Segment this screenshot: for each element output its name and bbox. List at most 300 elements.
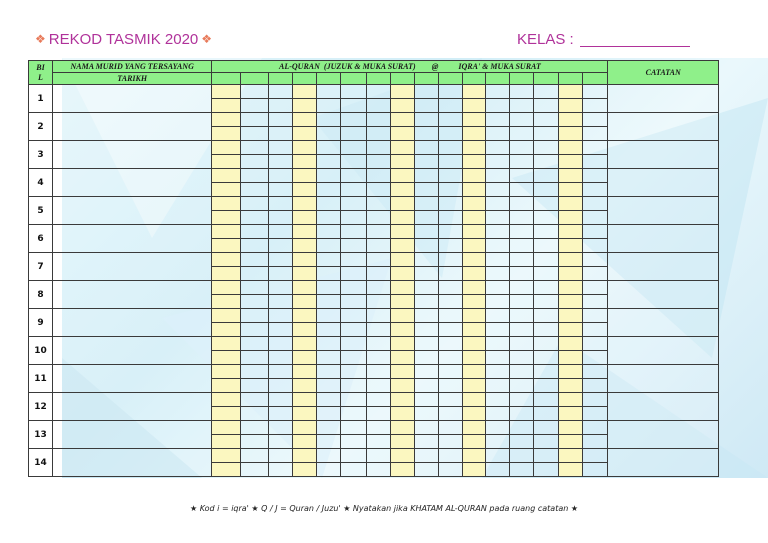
entry-cell[interactable] [292, 365, 316, 379]
entry-cell[interactable] [462, 183, 486, 197]
entry-cell[interactable] [340, 407, 366, 421]
entry-cell[interactable] [559, 267, 583, 281]
entry-cell[interactable] [268, 183, 292, 197]
entry-cell[interactable] [366, 253, 390, 267]
entry-cell[interactable] [414, 323, 438, 337]
entry-cell[interactable] [390, 351, 414, 365]
entry-cell[interactable] [583, 407, 608, 421]
entry-cell[interactable] [534, 309, 559, 323]
entry-cell[interactable] [390, 127, 414, 141]
entry-cell[interactable] [292, 169, 316, 183]
entry-cell[interactable] [414, 197, 438, 211]
entry-cell[interactable] [340, 393, 366, 407]
entry-cell[interactable] [366, 281, 390, 295]
entry-cell[interactable] [438, 351, 462, 365]
entry-cell[interactable] [240, 281, 268, 295]
entry-cell[interactable] [268, 225, 292, 239]
entry-cell[interactable] [212, 309, 240, 323]
entry-cell[interactable] [316, 463, 340, 477]
entry-cell[interactable] [438, 239, 462, 253]
entry-cell[interactable] [438, 183, 462, 197]
entry-cell[interactable] [462, 155, 486, 169]
entry-cell[interactable] [534, 141, 559, 155]
entry-cell[interactable] [212, 407, 240, 421]
entry-cell[interactable] [240, 113, 268, 127]
entry-cell[interactable] [212, 127, 240, 141]
entry-cell[interactable] [486, 323, 510, 337]
entry-cell[interactable] [462, 323, 486, 337]
entry-cell[interactable] [316, 197, 340, 211]
entry-cell[interactable] [414, 99, 438, 113]
entry-cell[interactable] [583, 463, 608, 477]
student-name-cell[interactable] [52, 225, 211, 253]
entry-cell[interactable] [366, 155, 390, 169]
date-cell[interactable] [510, 73, 534, 85]
entry-cell[interactable] [240, 337, 268, 351]
entry-cell[interactable] [583, 239, 608, 253]
entry-cell[interactable] [268, 211, 292, 225]
entry-cell[interactable] [240, 127, 268, 141]
entry-cell[interactable] [212, 253, 240, 267]
student-name-cell[interactable] [52, 393, 211, 421]
entry-cell[interactable] [583, 295, 608, 309]
entry-cell[interactable] [292, 267, 316, 281]
entry-cell[interactable] [438, 407, 462, 421]
entry-cell[interactable] [240, 225, 268, 239]
entry-cell[interactable] [316, 225, 340, 239]
student-name-cell[interactable] [52, 169, 211, 197]
entry-cell[interactable] [559, 281, 583, 295]
entry-cell[interactable] [559, 113, 583, 127]
entry-cell[interactable] [510, 393, 534, 407]
entry-cell[interactable] [212, 169, 240, 183]
entry-cell[interactable] [390, 337, 414, 351]
entry-cell[interactable] [366, 365, 390, 379]
entry-cell[interactable] [414, 127, 438, 141]
entry-cell[interactable] [212, 323, 240, 337]
entry-cell[interactable] [316, 211, 340, 225]
entry-cell[interactable] [486, 309, 510, 323]
entry-cell[interactable] [559, 295, 583, 309]
entry-cell[interactable] [212, 197, 240, 211]
entry-cell[interactable] [316, 379, 340, 393]
entry-cell[interactable] [390, 99, 414, 113]
entry-cell[interactable] [240, 379, 268, 393]
entry-cell[interactable] [316, 421, 340, 435]
entry-cell[interactable] [240, 155, 268, 169]
student-name-cell[interactable] [52, 309, 211, 337]
entry-cell[interactable] [486, 281, 510, 295]
entry-cell[interactable] [316, 351, 340, 365]
catatan-cell[interactable] [608, 253, 719, 281]
entry-cell[interactable] [583, 435, 608, 449]
catatan-cell[interactable] [608, 169, 719, 197]
entry-cell[interactable] [414, 435, 438, 449]
entry-cell[interactable] [316, 365, 340, 379]
entry-cell[interactable] [292, 197, 316, 211]
entry-cell[interactable] [510, 463, 534, 477]
entry-cell[interactable] [462, 309, 486, 323]
entry-cell[interactable] [390, 183, 414, 197]
entry-cell[interactable] [240, 309, 268, 323]
entry-cell[interactable] [292, 407, 316, 421]
entry-cell[interactable] [438, 337, 462, 351]
entry-cell[interactable] [486, 99, 510, 113]
entry-cell[interactable] [366, 239, 390, 253]
entry-cell[interactable] [559, 323, 583, 337]
entry-cell[interactable] [340, 239, 366, 253]
entry-cell[interactable] [414, 421, 438, 435]
entry-cell[interactable] [390, 435, 414, 449]
entry-cell[interactable] [486, 155, 510, 169]
entry-cell[interactable] [340, 85, 366, 99]
entry-cell[interactable] [316, 295, 340, 309]
entry-cell[interactable] [390, 463, 414, 477]
entry-cell[interactable] [559, 239, 583, 253]
catatan-cell[interactable] [608, 141, 719, 169]
entry-cell[interactable] [340, 155, 366, 169]
catatan-cell[interactable] [608, 449, 719, 477]
entry-cell[interactable] [316, 337, 340, 351]
entry-cell[interactable] [414, 225, 438, 239]
entry-cell[interactable] [340, 421, 366, 435]
entry-cell[interactable] [316, 309, 340, 323]
entry-cell[interactable] [414, 281, 438, 295]
entry-cell[interactable] [534, 99, 559, 113]
entry-cell[interactable] [240, 197, 268, 211]
entry-cell[interactable] [462, 449, 486, 463]
entry-cell[interactable] [340, 183, 366, 197]
entry-cell[interactable] [510, 323, 534, 337]
entry-cell[interactable] [438, 379, 462, 393]
entry-cell[interactable] [340, 127, 366, 141]
entry-cell[interactable] [414, 169, 438, 183]
entry-cell[interactable] [340, 113, 366, 127]
entry-cell[interactable] [486, 295, 510, 309]
entry-cell[interactable] [583, 99, 608, 113]
entry-cell[interactable] [559, 421, 583, 435]
entry-cell[interactable] [268, 435, 292, 449]
entry-cell[interactable] [366, 351, 390, 365]
entry-cell[interactable] [390, 267, 414, 281]
entry-cell[interactable] [559, 463, 583, 477]
kelas-input-line[interactable] [580, 32, 690, 47]
entry-cell[interactable] [212, 421, 240, 435]
entry-cell[interactable] [212, 141, 240, 155]
entry-cell[interactable] [390, 295, 414, 309]
entry-cell[interactable] [510, 407, 534, 421]
entry-cell[interactable] [292, 379, 316, 393]
entry-cell[interactable] [366, 99, 390, 113]
entry-cell[interactable] [559, 449, 583, 463]
entry-cell[interactable] [462, 393, 486, 407]
entry-cell[interactable] [534, 267, 559, 281]
entry-cell[interactable] [414, 309, 438, 323]
entry-cell[interactable] [583, 253, 608, 267]
entry-cell[interactable] [559, 155, 583, 169]
entry-cell[interactable] [486, 113, 510, 127]
entry-cell[interactable] [462, 435, 486, 449]
entry-cell[interactable] [559, 393, 583, 407]
student-name-cell[interactable] [52, 281, 211, 309]
catatan-cell[interactable] [608, 393, 719, 421]
entry-cell[interactable] [366, 379, 390, 393]
entry-cell[interactable] [438, 197, 462, 211]
entry-cell[interactable] [212, 337, 240, 351]
entry-cell[interactable] [240, 253, 268, 267]
entry-cell[interactable] [462, 365, 486, 379]
entry-cell[interactable] [559, 99, 583, 113]
entry-cell[interactable] [268, 141, 292, 155]
entry-cell[interactable] [414, 183, 438, 197]
entry-cell[interactable] [462, 211, 486, 225]
entry-cell[interactable] [268, 85, 292, 99]
date-cell[interactable] [292, 73, 316, 85]
entry-cell[interactable] [316, 169, 340, 183]
entry-cell[interactable] [510, 197, 534, 211]
entry-cell[interactable] [316, 99, 340, 113]
entry-cell[interactable] [340, 267, 366, 281]
entry-cell[interactable] [438, 267, 462, 281]
entry-cell[interactable] [534, 379, 559, 393]
entry-cell[interactable] [212, 435, 240, 449]
entry-cell[interactable] [414, 141, 438, 155]
entry-cell[interactable] [268, 351, 292, 365]
entry-cell[interactable] [510, 337, 534, 351]
entry-cell[interactable] [534, 169, 559, 183]
entry-cell[interactable] [462, 337, 486, 351]
entry-cell[interactable] [340, 211, 366, 225]
entry-cell[interactable] [268, 323, 292, 337]
entry-cell[interactable] [583, 141, 608, 155]
entry-cell[interactable] [462, 239, 486, 253]
entry-cell[interactable] [390, 281, 414, 295]
entry-cell[interactable] [390, 449, 414, 463]
entry-cell[interactable] [438, 323, 462, 337]
entry-cell[interactable] [268, 113, 292, 127]
entry-cell[interactable] [438, 113, 462, 127]
entry-cell[interactable] [212, 155, 240, 169]
entry-cell[interactable] [462, 267, 486, 281]
entry-cell[interactable] [534, 323, 559, 337]
catatan-cell[interactable] [608, 197, 719, 225]
entry-cell[interactable] [583, 155, 608, 169]
entry-cell[interactable] [292, 85, 316, 99]
entry-cell[interactable] [366, 211, 390, 225]
entry-cell[interactable] [534, 85, 559, 99]
entry-cell[interactable] [390, 421, 414, 435]
catatan-cell[interactable] [608, 309, 719, 337]
entry-cell[interactable] [292, 225, 316, 239]
entry-cell[interactable] [462, 379, 486, 393]
entry-cell[interactable] [559, 309, 583, 323]
entry-cell[interactable] [414, 155, 438, 169]
entry-cell[interactable] [486, 351, 510, 365]
date-cell[interactable] [534, 73, 559, 85]
catatan-cell[interactable] [608, 421, 719, 449]
entry-cell[interactable] [486, 225, 510, 239]
entry-cell[interactable] [534, 239, 559, 253]
entry-cell[interactable] [534, 393, 559, 407]
entry-cell[interactable] [390, 197, 414, 211]
entry-cell[interactable] [534, 225, 559, 239]
entry-cell[interactable] [510, 99, 534, 113]
entry-cell[interactable] [583, 211, 608, 225]
entry-cell[interactable] [583, 365, 608, 379]
entry-cell[interactable] [510, 351, 534, 365]
entry-cell[interactable] [316, 323, 340, 337]
entry-cell[interactable] [268, 239, 292, 253]
entry-cell[interactable] [534, 337, 559, 351]
entry-cell[interactable] [486, 211, 510, 225]
entry-cell[interactable] [390, 239, 414, 253]
entry-cell[interactable] [340, 379, 366, 393]
entry-cell[interactable] [414, 113, 438, 127]
entry-cell[interactable] [486, 421, 510, 435]
entry-cell[interactable] [292, 141, 316, 155]
catatan-cell[interactable] [608, 85, 719, 113]
entry-cell[interactable] [240, 99, 268, 113]
entry-cell[interactable] [268, 267, 292, 281]
entry-cell[interactable] [366, 225, 390, 239]
date-cell[interactable] [212, 73, 240, 85]
entry-cell[interactable] [510, 141, 534, 155]
date-cell[interactable] [414, 73, 438, 85]
entry-cell[interactable] [414, 239, 438, 253]
entry-cell[interactable] [316, 281, 340, 295]
entry-cell[interactable] [340, 295, 366, 309]
entry-cell[interactable] [559, 225, 583, 239]
entry-cell[interactable] [414, 365, 438, 379]
entry-cell[interactable] [366, 85, 390, 99]
entry-cell[interactable] [438, 253, 462, 267]
catatan-cell[interactable] [608, 365, 719, 393]
entry-cell[interactable] [486, 407, 510, 421]
entry-cell[interactable] [462, 295, 486, 309]
entry-cell[interactable] [240, 183, 268, 197]
entry-cell[interactable] [510, 295, 534, 309]
entry-cell[interactable] [292, 127, 316, 141]
entry-cell[interactable] [414, 253, 438, 267]
entry-cell[interactable] [534, 449, 559, 463]
entry-cell[interactable] [414, 449, 438, 463]
entry-cell[interactable] [340, 253, 366, 267]
entry-cell[interactable] [486, 197, 510, 211]
catatan-cell[interactable] [608, 281, 719, 309]
entry-cell[interactable] [462, 351, 486, 365]
entry-cell[interactable] [240, 239, 268, 253]
entry-cell[interactable] [583, 323, 608, 337]
student-name-cell[interactable] [52, 365, 211, 393]
entry-cell[interactable] [268, 309, 292, 323]
entry-cell[interactable] [268, 197, 292, 211]
entry-cell[interactable] [534, 281, 559, 295]
entry-cell[interactable] [366, 295, 390, 309]
entry-cell[interactable] [510, 155, 534, 169]
entry-cell[interactable] [390, 379, 414, 393]
entry-cell[interactable] [366, 141, 390, 155]
entry-cell[interactable] [268, 253, 292, 267]
student-name-cell[interactable] [52, 197, 211, 225]
entry-cell[interactable] [462, 253, 486, 267]
entry-cell[interactable] [486, 239, 510, 253]
entry-cell[interactable] [240, 435, 268, 449]
entry-cell[interactable] [240, 407, 268, 421]
entry-cell[interactable] [462, 225, 486, 239]
entry-cell[interactable] [510, 449, 534, 463]
entry-cell[interactable] [462, 281, 486, 295]
entry-cell[interactable] [414, 393, 438, 407]
entry-cell[interactable] [534, 113, 559, 127]
entry-cell[interactable] [390, 407, 414, 421]
entry-cell[interactable] [438, 211, 462, 225]
entry-cell[interactable] [486, 365, 510, 379]
entry-cell[interactable] [559, 365, 583, 379]
entry-cell[interactable] [316, 113, 340, 127]
entry-cell[interactable] [292, 421, 316, 435]
entry-cell[interactable] [240, 421, 268, 435]
entry-cell[interactable] [292, 211, 316, 225]
entry-cell[interactable] [486, 141, 510, 155]
entry-cell[interactable] [292, 463, 316, 477]
entry-cell[interactable] [438, 365, 462, 379]
entry-cell[interactable] [268, 421, 292, 435]
date-cell[interactable] [438, 73, 462, 85]
entry-cell[interactable] [583, 309, 608, 323]
entry-cell[interactable] [486, 337, 510, 351]
entry-cell[interactable] [438, 309, 462, 323]
entry-cell[interactable] [240, 365, 268, 379]
date-cell[interactable] [390, 73, 414, 85]
entry-cell[interactable] [212, 267, 240, 281]
entry-cell[interactable] [316, 127, 340, 141]
entry-cell[interactable] [583, 127, 608, 141]
entry-cell[interactable] [240, 211, 268, 225]
entry-cell[interactable] [510, 253, 534, 267]
entry-cell[interactable] [366, 449, 390, 463]
entry-cell[interactable] [510, 113, 534, 127]
entry-cell[interactable] [212, 365, 240, 379]
entry-cell[interactable] [438, 99, 462, 113]
entry-cell[interactable] [268, 155, 292, 169]
entry-cell[interactable] [462, 99, 486, 113]
entry-cell[interactable] [559, 169, 583, 183]
entry-cell[interactable] [316, 183, 340, 197]
entry-cell[interactable] [486, 449, 510, 463]
entry-cell[interactable] [212, 295, 240, 309]
entry-cell[interactable] [340, 99, 366, 113]
entry-cell[interactable] [583, 393, 608, 407]
entry-cell[interactable] [559, 351, 583, 365]
entry-cell[interactable] [414, 379, 438, 393]
student-name-cell[interactable] [52, 141, 211, 169]
entry-cell[interactable] [510, 379, 534, 393]
date-cell[interactable] [316, 73, 340, 85]
entry-cell[interactable] [390, 85, 414, 99]
entry-cell[interactable] [316, 85, 340, 99]
entry-cell[interactable] [316, 407, 340, 421]
student-name-cell[interactable] [52, 85, 211, 113]
entry-cell[interactable] [438, 225, 462, 239]
entry-cell[interactable] [559, 407, 583, 421]
entry-cell[interactable] [486, 169, 510, 183]
entry-cell[interactable] [340, 463, 366, 477]
entry-cell[interactable] [534, 407, 559, 421]
entry-cell[interactable] [414, 351, 438, 365]
entry-cell[interactable] [559, 435, 583, 449]
student-name-cell[interactable] [52, 337, 211, 365]
entry-cell[interactable] [510, 281, 534, 295]
